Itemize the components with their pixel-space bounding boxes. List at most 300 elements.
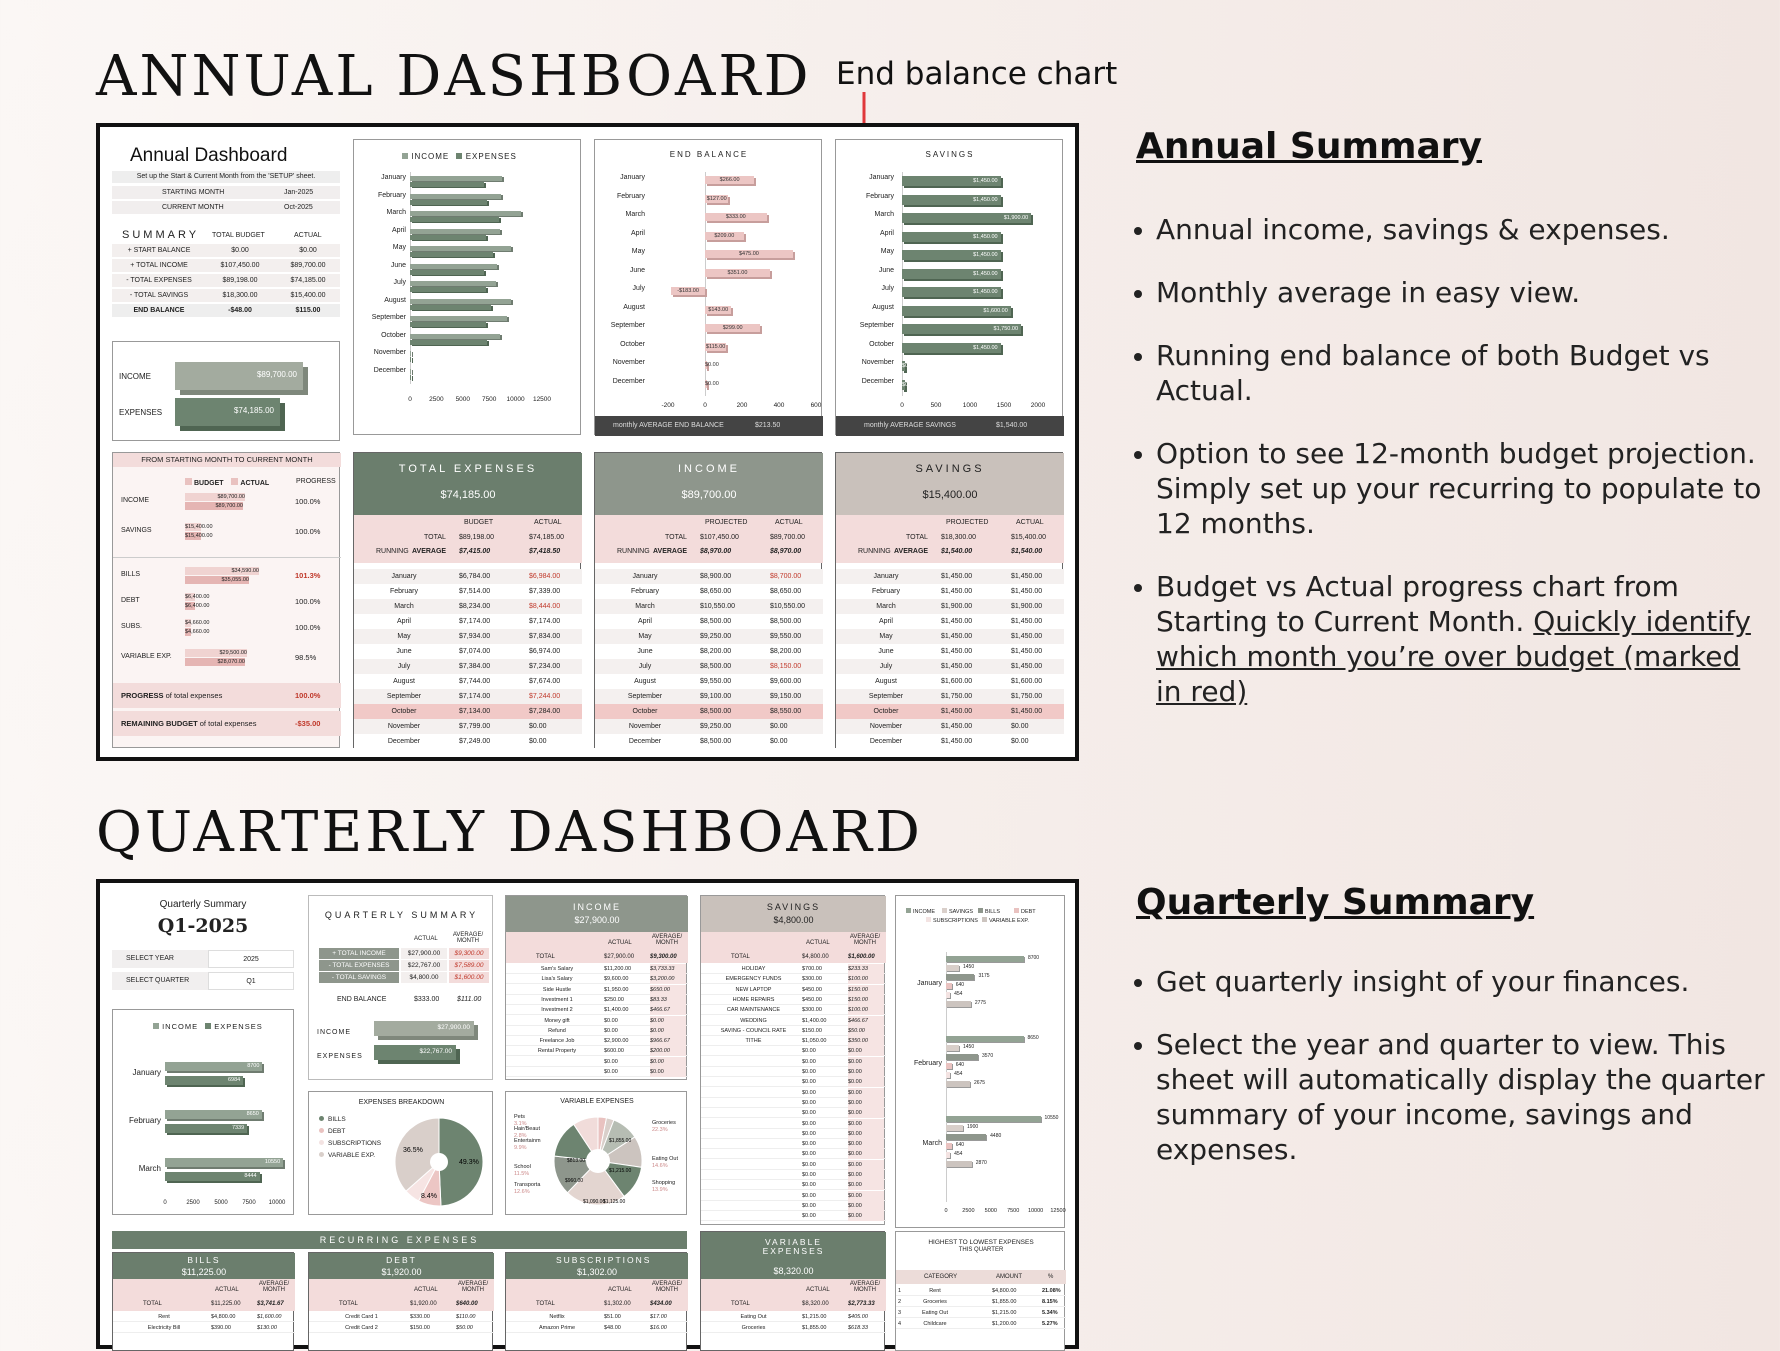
q_savings-row — [701, 1160, 886, 1170]
sv-axis-tick: 1500 — [996, 402, 1012, 409]
annual-bullet-4: Option to see 12-month budget projection. Simply set up your recurring to populate to 12 months. — [1132, 436, 1772, 541]
q-expenses-label: EXPENSES — [317, 1053, 363, 1060]
eb-bar — [705, 380, 719, 388]
annual-table-row — [836, 569, 1064, 584]
annual-table-row — [354, 689, 582, 704]
progress-actual-value: $15,400.00 — [185, 533, 213, 539]
progress-col-label: PROGRESS — [296, 478, 336, 485]
progress-budget-bar — [185, 523, 213, 531]
progress-budget-value: $34,590.00 — [231, 568, 259, 574]
q_savings-row — [701, 1057, 886, 1067]
annual-bullet-3: Running end balance of both Budget vs Actual. — [1132, 338, 1772, 408]
avg-col2: $7,418.50 — [529, 548, 561, 555]
row-month: June — [396, 648, 412, 655]
eb-month-label: March — [625, 211, 645, 218]
total-col1: $107,450.00 — [700, 534, 739, 541]
row-col2: $8,200.00 — [770, 648, 802, 655]
row-col2: $1,450.00 — [1011, 648, 1043, 655]
row-actual: $0.00 — [802, 1192, 816, 1199]
sv-month-label: September — [859, 322, 894, 329]
row-name: EMERGENCY FUNDS — [725, 976, 782, 983]
qr-bar — [946, 1081, 970, 1087]
q_income-row — [506, 1036, 688, 1046]
sv-month-label: April — [879, 229, 894, 237]
row-col2: $8,700.00 — [770, 573, 802, 580]
q_savings-row — [701, 1067, 886, 1077]
q_savings-row — [701, 1046, 886, 1056]
var-label — [652, 1180, 692, 1194]
qs-end-label: END BALANCE — [337, 996, 387, 1003]
end-balance-chart-title: END BALANCE — [669, 150, 749, 159]
income-bar-mark — [410, 351, 411, 356]
recurring-table-header — [309, 1253, 494, 1279]
select-quarter-row — [112, 972, 294, 990]
row-actual: $0.00 — [802, 1079, 816, 1086]
qr-bar — [946, 965, 959, 971]
eb-bar — [705, 213, 767, 221]
progress-percent: 101.3% — [295, 571, 321, 580]
row-col1: $9,550.00 — [700, 678, 732, 685]
progress-percent: 100.0% — [295, 527, 321, 536]
col1-label: PROJECTED — [705, 519, 748, 526]
expense-bar-mark — [410, 270, 484, 275]
q-month-label: February — [128, 1116, 161, 1125]
q-income-bar-value: 8650 — [246, 1111, 259, 1117]
col1-label: BUDGET — [464, 519, 494, 526]
summary-row-actual: $15,400.00 — [290, 292, 326, 299]
var-label — [514, 1138, 554, 1152]
total-label: TOTAL — [731, 954, 750, 960]
total-actual: $4,800.00 — [802, 954, 829, 960]
htl-rank: 3 — [898, 1310, 902, 1316]
q-savings-total: $4,800.00 — [773, 915, 814, 925]
total-avg: $9,300.00 — [650, 954, 677, 960]
expense-bar-mark — [410, 235, 486, 240]
sv-bar-value: $1,450.00 — [973, 270, 998, 277]
progress-actual-bar — [185, 602, 210, 610]
q_savings-row — [701, 1211, 886, 1221]
htl-amount: $1,215.00 — [992, 1310, 1017, 1316]
total-label: TOTAL — [424, 534, 446, 541]
q-savings-title: SAVINGS — [766, 902, 821, 912]
row-month: September — [386, 693, 422, 700]
annual-bullet-5 — [1132, 569, 1772, 709]
qr-bar — [946, 992, 950, 998]
row-col2: $1,750.00 — [1011, 693, 1043, 700]
htl-subtitle: THIS QUARTER — [958, 1247, 1004, 1253]
total-avg: $1,600.00 — [848, 954, 875, 960]
exp-legend-item — [319, 1140, 381, 1147]
progress-row-label: SAVINGS — [121, 527, 152, 534]
actual-col-label: ACTUAL — [414, 1287, 438, 1293]
q_savings-row — [701, 1201, 886, 1211]
row-avg: $0.00 — [848, 1191, 884, 1201]
progress-row-label: SUBS. — [121, 623, 143, 630]
qs-row-avg: $1,600.00 — [449, 972, 489, 983]
progress-legend: BUDGET ACTUAL — [185, 478, 269, 487]
annual-table-row — [595, 659, 823, 674]
sv-bar — [902, 195, 1001, 205]
row-name: WEDDING — [740, 1017, 767, 1024]
annual-table-row — [354, 704, 582, 719]
row-col1: $8,200.00 — [700, 648, 732, 655]
var-donut-value: $1,090.00 — [583, 1199, 606, 1205]
sv-bar-value: $1,750.00 — [993, 326, 1018, 332]
annual-table-row — [595, 704, 823, 719]
row-col2: $1,900.00 — [1011, 603, 1043, 610]
var-label-pct: 13.9% — [652, 1187, 668, 1193]
income-bar-mark — [410, 246, 511, 251]
recurring-row — [506, 1312, 688, 1322]
select-year-dropdown[interactable]: 2025 — [208, 950, 294, 968]
row-col2: $7,284.00 — [529, 708, 561, 715]
row-col1: $6,784.00 — [459, 573, 491, 580]
progress-percent: 98.5% — [295, 653, 317, 662]
col2-label: ACTUAL — [775, 519, 803, 526]
qr-legend-label: VARIABLE EXP. — [989, 918, 1029, 924]
row-actual: $9,600.00 — [604, 976, 629, 983]
qr-legend-item — [978, 908, 1000, 915]
total-budget-label: TOTAL BUDGET — [212, 232, 265, 239]
income-expenses-chart — [353, 139, 581, 435]
annual-table-subheader — [354, 515, 582, 563]
htl-amount: $1,200.00 — [992, 1321, 1017, 1327]
row-actual: $0.00 — [604, 1058, 618, 1065]
qs-row-actual: $27,900.00 — [401, 948, 447, 959]
row-month: January — [391, 573, 417, 580]
var-label — [514, 1182, 554, 1196]
q-axis-tick: 2500 — [186, 1200, 200, 1206]
q_savings-row — [701, 1170, 886, 1180]
row-actual: $48.00 — [604, 1325, 621, 1331]
income-bar-mark — [410, 211, 521, 216]
var-label-pct: 12.6% — [514, 1189, 530, 1195]
running-label: RUNNING — [617, 548, 650, 555]
row-avg: $650.00 — [650, 985, 686, 995]
select-quarter-dropdown[interactable]: Q1 — [208, 972, 294, 990]
annual-table-row — [836, 704, 1064, 719]
variable-expenses-title: VARIABLE EXPENSES — [560, 1098, 634, 1105]
eb-month-label: May — [631, 248, 645, 255]
row-avg: $966.67 — [650, 1036, 686, 1046]
total-avg: $3,741.67 — [257, 1301, 284, 1307]
row-actual: $0.00 — [802, 1151, 816, 1158]
row-month: September — [868, 693, 904, 700]
total-actual: $27,900.00 — [604, 954, 635, 960]
annual-table-row — [354, 734, 582, 749]
annual-table-row — [354, 629, 582, 644]
q-income-bar-value: 10550 — [264, 1159, 281, 1165]
q_income-row — [506, 1067, 688, 1077]
q_income-col-header — [506, 932, 688, 952]
starting-month-row — [112, 186, 340, 199]
total-label: TOTAL — [731, 1301, 750, 1307]
summary-row — [112, 244, 340, 257]
total-label: TOTAL — [665, 534, 687, 541]
sv-bar — [902, 324, 1021, 334]
recurring-subheader — [701, 1279, 886, 1311]
row-avg: $50.00 — [456, 1325, 473, 1331]
exp-legend-item — [319, 1128, 345, 1135]
annual-table-row — [354, 614, 582, 629]
end-balance-chart — [594, 139, 822, 435]
expense-bar-mark — [410, 322, 486, 327]
progress-row-label: BILLS — [121, 571, 141, 578]
starting-month-label: STARTING MONTH — [162, 189, 225, 196]
summary-row — [112, 304, 340, 317]
qr-legend-item — [926, 917, 978, 924]
qr-legend-swatch — [942, 908, 947, 913]
current-month-value[interactable]: Oct-2025 — [284, 204, 313, 211]
annual-bullet-1: Annual income, savings & expenses. — [1132, 212, 1772, 247]
recurring-subheader — [506, 1279, 688, 1311]
q-expense-bar-value: 7339 — [231, 1125, 245, 1131]
row-avg: $110.00 — [456, 1314, 476, 1320]
qr-bar — [946, 1143, 952, 1149]
row-month: April — [637, 618, 652, 625]
row-avg: $0.00 — [848, 1108, 884, 1118]
row-name: Rental Property — [537, 1048, 577, 1055]
summary-row-label: + TOTAL INCOME — [130, 262, 188, 269]
var-label-pct: 2.8% — [514, 1133, 527, 1139]
qr-bar-value: 1900 — [967, 1124, 979, 1130]
q_income-row — [506, 985, 688, 995]
row-col2: $0.00 — [529, 738, 547, 745]
annual-table-0 — [353, 452, 581, 748]
qs-end-value: $333.00 — [414, 996, 440, 1003]
recurring-row — [701, 1323, 886, 1333]
q_savings-row — [701, 1016, 886, 1026]
qr-bar-value: 3570 — [981, 1053, 994, 1059]
eb-footer-value: $213.50 — [755, 422, 781, 429]
exp-pie-label: 8.4% — [421, 1193, 437, 1200]
row-col1: $1,450.00 — [941, 648, 973, 655]
qs-row-actual: $4,800.00 — [401, 972, 447, 983]
var-label-pct: 22.3% — [652, 1127, 668, 1133]
row-col1: $1,450.00 — [941, 708, 973, 715]
recurring-subheader — [113, 1279, 295, 1311]
income-bar-mark — [410, 369, 411, 374]
annual-table-row — [354, 599, 582, 614]
annual-table-row — [836, 734, 1064, 749]
total-actual: $8,320.00 — [802, 1301, 829, 1307]
q_savings-row — [701, 964, 886, 974]
exp-pie-label: 49.3% — [459, 1159, 479, 1166]
income-expenses-panel — [112, 341, 340, 441]
eb-month-label: November — [612, 359, 645, 366]
total-label: TOTAL — [536, 1301, 555, 1307]
eb-axis-tick: 200 — [736, 402, 748, 409]
recurring-row — [113, 1312, 295, 1322]
qr-legend-item — [942, 908, 973, 915]
row-month: April — [878, 618, 893, 625]
income-bar-mark — [410, 334, 500, 339]
htl-rank: 2 — [898, 1299, 902, 1305]
current-month-row — [112, 201, 340, 214]
recurring-table-title: VARIABLE EXPENSES — [762, 1237, 825, 1256]
row-actual: $0.00 — [802, 1099, 816, 1106]
row-avg: $0.00 — [650, 1016, 686, 1026]
q_savings-row — [701, 1088, 886, 1098]
row-col1: $8,500.00 — [700, 618, 732, 625]
row-name: Netflix — [549, 1314, 565, 1320]
exp-pie-label: 36.5% — [403, 1147, 423, 1154]
row-name: SAVING - COUNCIL RATE — [720, 1027, 787, 1034]
q_savings-row — [701, 1129, 886, 1139]
select-quarter-label: SELECT QUARTER — [126, 977, 190, 984]
row-name: Rent — [158, 1314, 170, 1320]
row-avg: $150.00 — [848, 995, 884, 1005]
expenses-label: EXPENSES — [119, 408, 163, 417]
summary-row — [112, 274, 340, 287]
eb-footer — [595, 416, 823, 436]
row-actual: $0.00 — [802, 1141, 816, 1148]
qr-legend-swatch — [906, 908, 911, 913]
eb-axis-tick: -200 — [661, 402, 675, 409]
q-expense-bar-value: 6984 — [227, 1077, 241, 1083]
q-month-label: January — [132, 1068, 161, 1077]
row-actual: $330.00 — [410, 1314, 430, 1320]
eb-bar — [705, 232, 744, 240]
annual-table-row — [354, 659, 582, 674]
sv-bar-value: $1,450.00 — [973, 178, 998, 184]
expenses-breakdown-panel — [308, 1091, 493, 1215]
quarter-selector-panel — [112, 895, 294, 990]
quarterly-summary-heading: QUARTERLY SUMMARY — [324, 910, 479, 920]
row-avg: $0.00 — [848, 1057, 884, 1067]
row-col1: $9,250.00 — [700, 723, 732, 730]
qr-bar-value: 454 — [954, 1151, 963, 1157]
recurring-table-title: BILLS — [187, 1255, 221, 1265]
qr-legend-label: SAVINGS — [949, 909, 974, 915]
summary-row-budget: $107,450.00 — [220, 262, 260, 269]
row-actual: $150.00 — [410, 1325, 430, 1331]
total-actual: $1,302.00 — [604, 1301, 631, 1307]
htl-row — [896, 1308, 1066, 1318]
ie-axis-tick: 5000 — [455, 396, 471, 403]
row-col1: $8,650.00 — [700, 588, 732, 595]
row-actual: $1,855.00 — [802, 1325, 827, 1331]
row-col2: $0.00 — [529, 723, 547, 730]
progress-actual-value: $6,400.00 — [185, 603, 210, 609]
summary-row-label: + START BALANCE — [127, 247, 191, 254]
progress-row-label: INCOME — [121, 497, 149, 504]
annual-table-total: $89,700.00 — [681, 489, 737, 501]
total-col2: $74,185.00 — [529, 534, 565, 541]
eb-month-label: September — [610, 322, 645, 329]
row-actual: $0.00 — [802, 1202, 816, 1209]
avg-col-label: AVERAGE/ MONTH — [457, 1281, 489, 1293]
recurring-table-total: $1,920.00 — [381, 1267, 422, 1277]
q-expenses-bar-value: $22,767.00 — [419, 1048, 452, 1055]
var-label-pct: 11.5% — [514, 1171, 530, 1177]
eb-bar — [705, 250, 793, 258]
q-expense-bar-mark — [165, 1076, 243, 1085]
row-month: June — [878, 648, 894, 655]
annual-summary-heading: Annual Summary — [1136, 126, 1483, 167]
starting-month-value[interactable]: Jan-2025 — [284, 189, 314, 196]
htl-row — [896, 1286, 1066, 1296]
quarter-ie-legend: INCOME EXPENSES — [153, 1022, 263, 1031]
progress-percent: 100.0% — [295, 597, 321, 606]
row-col2: $8,550.00 — [770, 708, 802, 715]
recurring-table-title: SUBSCRIPTIONS — [556, 1255, 652, 1265]
htl-rank: 4 — [898, 1321, 902, 1327]
var-label-pct: 14.6% — [652, 1163, 668, 1169]
row-col2: $7,174.00 — [529, 618, 561, 625]
row-col1: $7,744.00 — [459, 678, 491, 685]
row-col1: $7,074.00 — [459, 648, 491, 655]
q-expense-bar-mark — [165, 1172, 260, 1181]
total-col2: $15,400.00 — [1011, 534, 1047, 541]
ie-legend: INCOME EXPENSES — [402, 152, 517, 161]
annual-table-row — [595, 584, 823, 599]
qr-bar-value: 4480 — [990, 1133, 1002, 1139]
row-avg: $3,733.33 — [650, 964, 686, 974]
qs-row-actual: $22,767.00 — [401, 960, 447, 971]
row-col2: $0.00 — [770, 723, 788, 730]
qs-row-label: - TOTAL EXPENSES — [319, 960, 399, 971]
total-avg: $640.00 — [456, 1301, 478, 1307]
progress-budget-value: $4,660.00 — [185, 620, 210, 626]
qr-legend-label: BILLS — [985, 909, 1000, 915]
qr-bar-value: 8700 — [1027, 955, 1040, 961]
q_savings-row — [701, 1119, 886, 1129]
eb-bar — [705, 361, 719, 369]
progress-row-label: VARIABLE EXP. — [121, 653, 172, 660]
income-bar-mark — [410, 229, 500, 234]
sv-bar — [902, 176, 1001, 186]
row-col1: $8,900.00 — [700, 573, 732, 580]
annual-dashboard-title: ANNUAL DASHBOARD — [96, 44, 812, 109]
row-name: Investment 2 — [541, 1007, 573, 1014]
quarterly-bullet-2: Select the year and quarter to view. This sheet will automatically display the quarter summary of your income, savings and expenses. — [1132, 1027, 1772, 1167]
recurring-subheader — [309, 1279, 494, 1311]
row-col2: $1,450.00 — [1011, 573, 1043, 580]
row-avg: $50.00 — [848, 1026, 884, 1036]
row-avg: $100.00 — [848, 974, 884, 984]
htl-category: Childcare — [923, 1321, 947, 1327]
sv-month-label: March — [874, 211, 894, 218]
var-label-pct: 9.9% — [514, 1145, 527, 1151]
qr-bar-value: 2870 — [975, 1160, 987, 1166]
row-col2: $8,444.00 — [529, 603, 561, 610]
htl-percent: 5.34% — [1042, 1310, 1058, 1316]
ie-month-label: April — [391, 226, 406, 234]
progress-actual-value: $89,700.00 — [215, 503, 243, 509]
var-label-name: Entertainm — [514, 1138, 541, 1144]
row-avg: $130.00 — [257, 1325, 277, 1331]
sv-bar-value: $0.00 — [902, 381, 916, 388]
annual-table-header — [354, 453, 582, 515]
summary-row-budget: -$48.00 — [228, 307, 252, 314]
qs-actual-label: ACTUAL — [414, 936, 438, 942]
sv-bar — [902, 380, 916, 390]
qs-row — [319, 948, 489, 959]
row-col2: $0.00 — [1011, 723, 1029, 730]
row-month: February — [871, 588, 900, 595]
qr-bar-value: 1450 — [962, 1044, 975, 1050]
row-col1: $1,450.00 — [941, 588, 973, 595]
htl-rank: 1 — [898, 1288, 902, 1294]
row-col1: $7,174.00 — [459, 618, 491, 625]
annual-bullet-5-underlined: Quickly identify which month you’re over budget (marked in red) — [1156, 605, 1751, 708]
qr-bar — [946, 1063, 952, 1069]
var-donut-value: $813.00 — [567, 1158, 586, 1164]
annual-table-row — [836, 614, 1064, 629]
progress-actual-bar — [185, 658, 245, 666]
qr-legend-item — [1014, 908, 1036, 915]
